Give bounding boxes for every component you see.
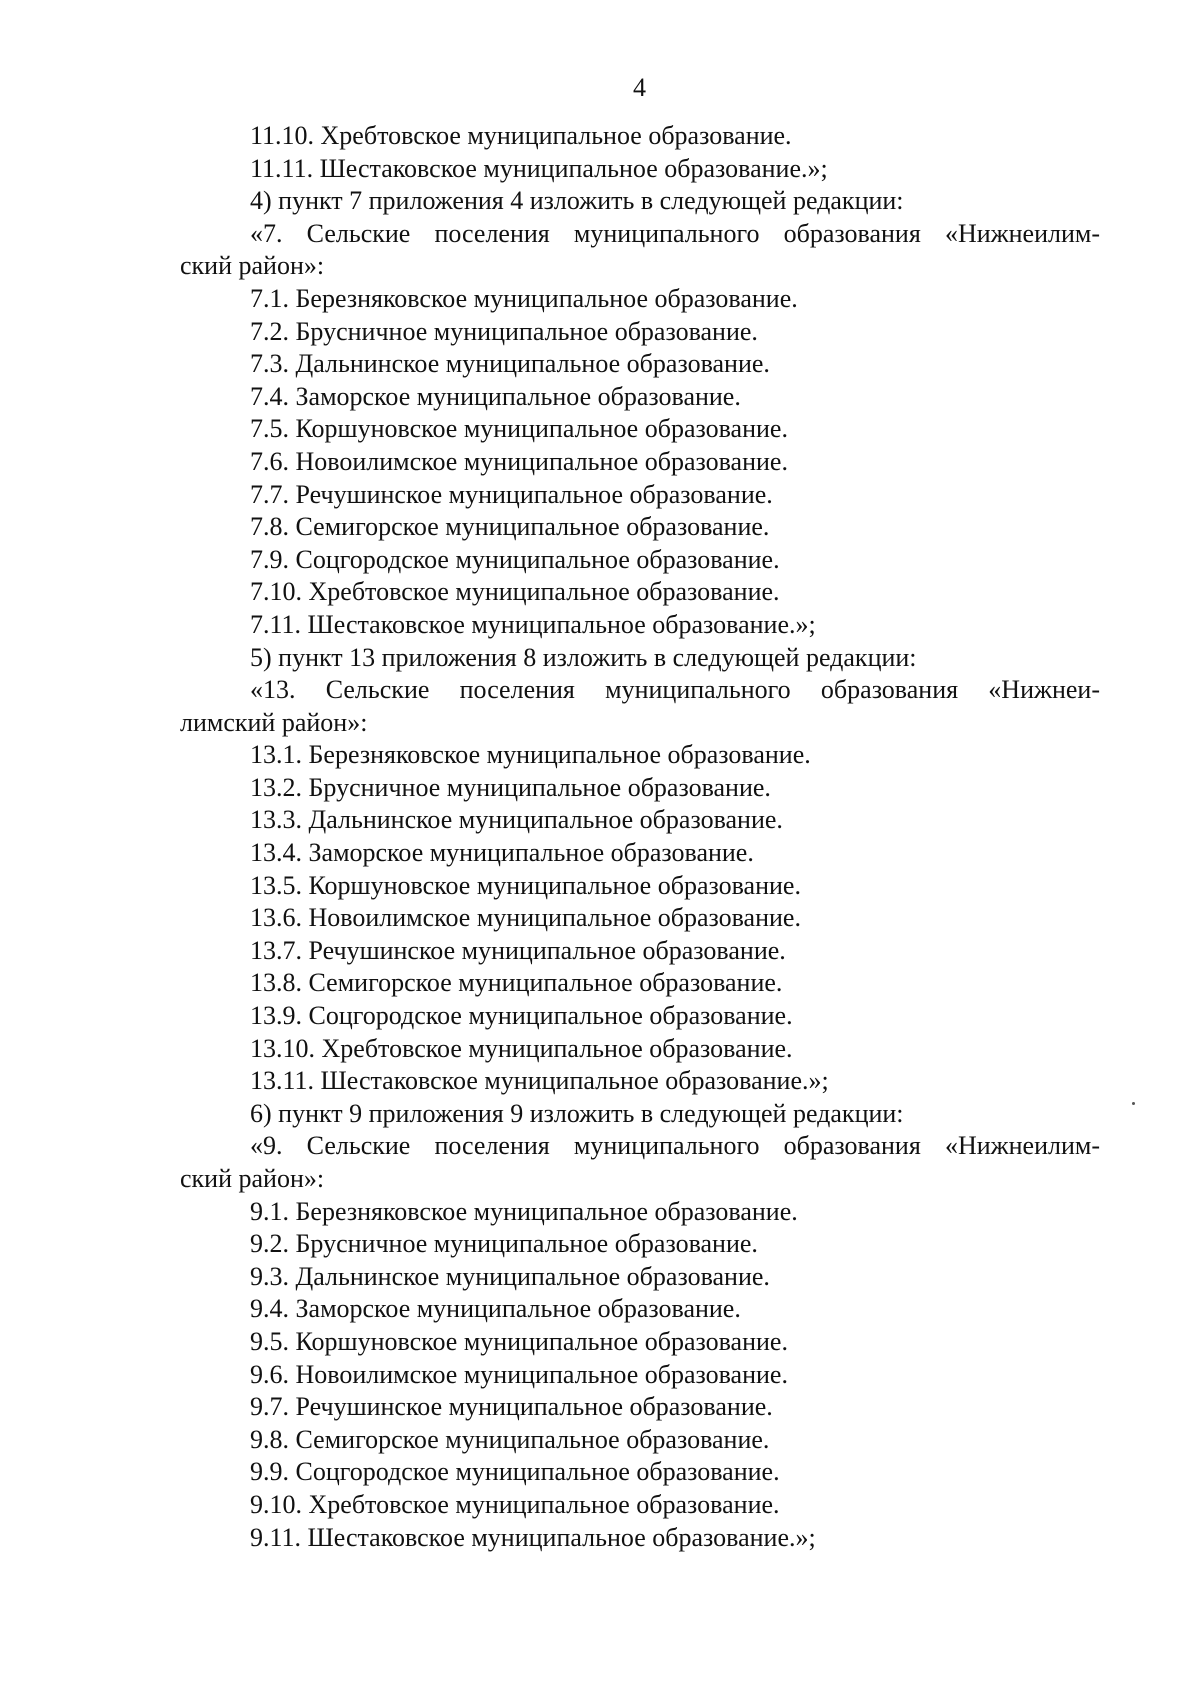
- section-heading-continuation: лимский район»:: [180, 707, 368, 737]
- list-item: 7.9. Соцгородское муниципальное образование.: [250, 544, 780, 574]
- list-item: 13.9. Соцгородское муниципальное образование.: [250, 1001, 793, 1031]
- list-item: 7.8. Семигорское муниципальное образование.: [250, 512, 770, 542]
- page-number: 4: [633, 73, 646, 102]
- list-item: 4) пункт 7 приложения 4 изложить в следующей редакции:: [250, 186, 904, 216]
- list-item: 7.5. Коршуновское муниципальное образование.: [250, 414, 788, 444]
- list-item: 9.5. Коршуновское муниципальное образование.: [250, 1326, 788, 1356]
- section-heading-line: «7. Сельские поселения муниципального образования «Нижнеилим-: [250, 218, 1100, 248]
- list-item: 7.10. Хребтовское муниципальное образование.: [250, 577, 780, 607]
- list-item: 13.1. Березняковское муниципальное образование.: [250, 740, 811, 770]
- list-item: 9.6. Новоилимское муниципальное образование.: [250, 1359, 788, 1389]
- section-heading-line: «9. Сельские поселения муниципального образования «Нижнеилим-: [250, 1131, 1100, 1161]
- list-item: 9.2. Брусничное муниципальное образование.: [250, 1229, 758, 1259]
- scan-dot: [1132, 1102, 1135, 1105]
- list-item: 11.11. Шестаковское муниципальное образование.»;: [250, 153, 828, 183]
- list-item: 7.1. Березняковское муниципальное образование.: [250, 283, 798, 313]
- list-item: 9.3. Дальнинское муниципальное образование.: [250, 1261, 770, 1291]
- list-item: 9.4. Заморское муниципальное образование.: [250, 1294, 741, 1324]
- list-item: 5) пункт 13 приложения 8 изложить в следующей редакции:: [250, 642, 917, 672]
- list-item: 9.9. Соцгородское муниципальное образование.: [250, 1457, 780, 1487]
- list-item: 7.3. Дальнинское муниципальное образование.: [250, 349, 770, 379]
- list-item: 13.8. Семигорское муниципальное образование.: [250, 968, 783, 998]
- list-item: 9.1. Березняковское муниципальное образование.: [250, 1196, 798, 1226]
- list-item: 13.6. Новоилимское муниципальное образование.: [250, 903, 801, 933]
- list-item: 6) пункт 9 приложения 9 изложить в следующей редакции:: [250, 1098, 904, 1128]
- list-item: 13.7. Речушинское муниципальное образование.: [250, 935, 786, 965]
- list-item: 7.6. Новоилимское муниципальное образование.: [250, 446, 788, 476]
- section-heading-line: «13. Сельские поселения муниципального образования «Нижнеи-: [250, 675, 1100, 705]
- list-item: 13.3. Дальнинское муниципальное образование.: [250, 805, 783, 835]
- document-body: [180, 120, 1100, 1554]
- list-item: 9.10. Хребтовское муниципальное образование.: [250, 1489, 780, 1519]
- list-item: 13.11. Шестаковское муниципальное образование.»;: [250, 1066, 829, 1096]
- section-heading-continuation: ский район»:: [180, 251, 325, 281]
- list-item: 7.7. Речушинское муниципальное образование.: [250, 479, 773, 509]
- list-item: 13.4. Заморское муниципальное образование.: [250, 838, 754, 868]
- section-heading-continuation: ский район»:: [180, 1164, 325, 1193]
- list-item: 7.2. Брусничное муниципальное образование.: [250, 316, 758, 346]
- list-item: 13.10. Хребтовское муниципальное образование.: [250, 1033, 793, 1063]
- list-item: 13.5. Коршуновское муниципальное образование.: [250, 870, 801, 900]
- list-item: 9.7. Речушинское муниципальное образование.: [250, 1392, 773, 1422]
- list-item: 7.4. Заморское муниципальное образование.: [250, 381, 741, 411]
- list-item: 9.11. Шестаковское муниципальное образование.»;: [250, 1522, 816, 1552]
- list-item: 7.11. Шестаковское муниципальное образование.»;: [250, 609, 816, 639]
- list-item: 9.8. Семигорское муниципальное образование.: [250, 1424, 770, 1454]
- list-item: 11.10. Хребтовское муниципальное образование.: [250, 121, 792, 150]
- list-item: 13.2. Брусничное муниципальное образование.: [250, 772, 771, 802]
